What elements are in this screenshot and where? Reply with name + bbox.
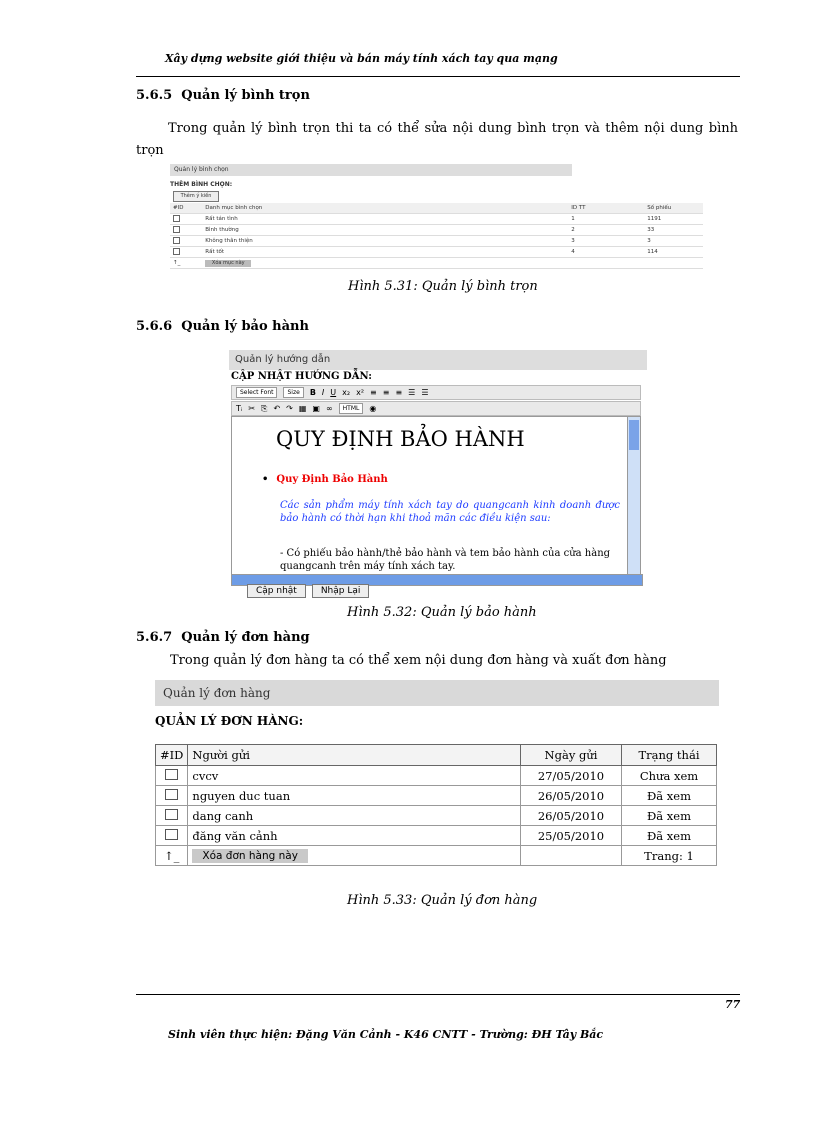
col-category: Danh mục bình chọn xyxy=(202,203,568,214)
redo-icon[interactable]: ↷ xyxy=(286,404,293,413)
table-row: Rất tốt 4 114 xyxy=(170,247,703,258)
table-row[interactable]: nguyen duc tuan 26/05/2010 Đã xem xyxy=(156,786,717,806)
col-idtt: ID TT xyxy=(568,203,644,214)
ordered-list-icon[interactable]: ☰ xyxy=(421,388,429,397)
list-icon[interactable]: ☰ xyxy=(408,388,416,397)
delete-item-button[interactable]: Xóa mục này xyxy=(205,260,251,267)
editor-toolbar-1 xyxy=(231,385,641,400)
row-checkbox[interactable] xyxy=(173,215,180,222)
figure-title: CẬP NHẬT HƯỚNG DẪN: xyxy=(231,371,372,382)
page-number: 77 xyxy=(725,998,741,1011)
row-checkbox[interactable] xyxy=(173,237,180,244)
running-header: Xây dựng website giới thiệu và bán máy tính xách tay qua mạng xyxy=(165,52,558,65)
caption-5-33: Hình 5.33: Quản lý đơn hàng xyxy=(347,893,538,908)
size-select[interactable]: Size xyxy=(283,387,303,398)
underline-button[interactable]: U xyxy=(330,388,337,397)
footer-text: Sinh viên thực hiện: Đặng Văn Cảnh - K46 CNTT - Trường: ĐH Tây Bắc xyxy=(168,1028,604,1041)
add-opinion-button[interactable]: Thêm ý kiến xyxy=(173,191,219,202)
table-row[interactable]: đăng văn cảnh 25/05/2010 Đã xem xyxy=(156,826,717,846)
table-icon[interactable]: ▦ xyxy=(298,404,307,413)
table-row[interactable]: dang canh 26/05/2010 Đã xem xyxy=(156,806,717,826)
row-checkbox[interactable] xyxy=(165,789,178,800)
col-status: Trạng thái xyxy=(622,745,717,766)
header-rule xyxy=(136,76,740,77)
col-votes: Số phiếu xyxy=(644,203,703,214)
orders-table xyxy=(155,744,717,866)
subscript-button[interactable]: x₂ xyxy=(342,388,351,397)
image-icon[interactable]: ▣ xyxy=(312,404,320,413)
doc-bullet: • Quy Định Bảo Hành xyxy=(262,474,388,485)
row-checkbox[interactable] xyxy=(173,248,180,255)
row-checkbox[interactable] xyxy=(173,226,180,233)
update-button[interactable]: Cập nhật xyxy=(247,584,306,598)
col-sender: Người gửi xyxy=(188,745,521,766)
figure-bar-title: Quản lý bình chọn xyxy=(170,164,572,176)
scroll-thumb[interactable] xyxy=(629,420,639,450)
doc-heading: QUY ĐỊNH BẢO HÀNH xyxy=(276,427,525,451)
section-5-6-7-paragraph: Trong quản lý đơn hàng ta có thể xem nội dung đơn hàng và xuất đơn hàng xyxy=(170,653,667,668)
page-indicator: Trang: 1 xyxy=(622,846,717,866)
row-checkbox[interactable] xyxy=(165,829,178,840)
section-5-6-5-paragraph: Trong quản lý bình trọn thi ta có thể sửa nội dung bình trọn và thêm nội dung bình trọn xyxy=(136,121,738,158)
table-row: Bình thường 2 33 xyxy=(170,225,703,236)
caption-5-31: Hình 5.31: Quản lý bình trọn xyxy=(348,279,538,294)
vertical-scrollbar[interactable] xyxy=(627,416,641,575)
col-date: Ngày gửi xyxy=(521,745,622,766)
bold-button[interactable]: B xyxy=(309,388,316,397)
align-center-icon[interactable]: ≡ xyxy=(382,388,390,397)
table-row: Rất tán tình 1 1191 xyxy=(170,214,703,225)
link-icon[interactable]: ∞ xyxy=(325,404,333,413)
delete-order-button[interactable]: Xóa đơn hàng này xyxy=(192,849,308,863)
figure-warranty-editor xyxy=(229,350,645,600)
table-row[interactable]: cvcv 27/05/2010 Chưa xem xyxy=(156,766,717,786)
align-left-icon[interactable]: ≡ xyxy=(370,388,377,397)
row-checkbox[interactable] xyxy=(165,809,178,820)
undo-icon[interactable]: ↶ xyxy=(273,404,281,413)
font-select[interactable]: Select Font xyxy=(236,387,277,398)
col-id: #ID xyxy=(170,203,202,214)
figure-title: THÊM BÌNH CHỌN: xyxy=(170,181,233,188)
html-button[interactable]: HTML xyxy=(339,403,364,414)
table-row: Không thân thiện 3 3 xyxy=(170,236,703,247)
format-icon[interactable]: Tᵢ xyxy=(236,404,243,413)
select-all-arrow-icon[interactable]: ↑_ xyxy=(170,258,202,269)
editor-toolbar-2 xyxy=(231,401,641,416)
figure-bar-title: Quản lý đơn hàng xyxy=(155,680,719,706)
figure-bar-title: Quản lý hướng dẫn xyxy=(229,350,647,370)
row-checkbox[interactable] xyxy=(165,769,178,780)
section-5-6-5-heading: 5.6.5 Quản lý bình trọn xyxy=(136,88,310,103)
italic-button[interactable]: I xyxy=(321,388,325,397)
caption-5-32: Hình 5.32: Quản lý bảo hành xyxy=(347,605,537,620)
footer-rule xyxy=(136,994,740,995)
doc-body-text: - Có phiếu bảo hành/thẻ bảo hành và tem bảo hành của cửa hàng quangcanh trên máy tính xách tay. xyxy=(280,548,611,572)
figure-title: QUẢN LÝ ĐƠN HÀNG: xyxy=(155,714,304,728)
figure-order-manager xyxy=(155,680,719,880)
paste-icon[interactable]: ⎘ xyxy=(261,403,268,413)
vote-table xyxy=(170,203,703,269)
figure-vote-manager xyxy=(170,164,703,272)
section-5-6-7-heading: 5.6.7 Quản lý đơn hàng xyxy=(136,630,310,645)
col-id: #ID xyxy=(156,745,188,766)
editor-content-area[interactable] xyxy=(231,416,629,575)
doc-blue-text: Các sản phẩm máy tính xách tay do quangcanh kinh doanh được bảo hành có thời hạn khi thoả mãn các điều kiện sau: xyxy=(280,500,620,524)
reset-button[interactable]: Nhập Lại xyxy=(312,584,370,598)
superscript-button[interactable]: x² xyxy=(356,388,365,397)
select-all-arrow-icon[interactable]: ↑_ xyxy=(156,846,188,866)
cut-icon[interactable]: ✂ xyxy=(248,404,256,413)
align-right-icon[interactable]: ≡ xyxy=(395,388,403,397)
section-5-6-6-heading: 5.6.6 Quản lý bảo hành xyxy=(136,319,309,334)
help-icon[interactable]: ◉ xyxy=(369,404,377,413)
